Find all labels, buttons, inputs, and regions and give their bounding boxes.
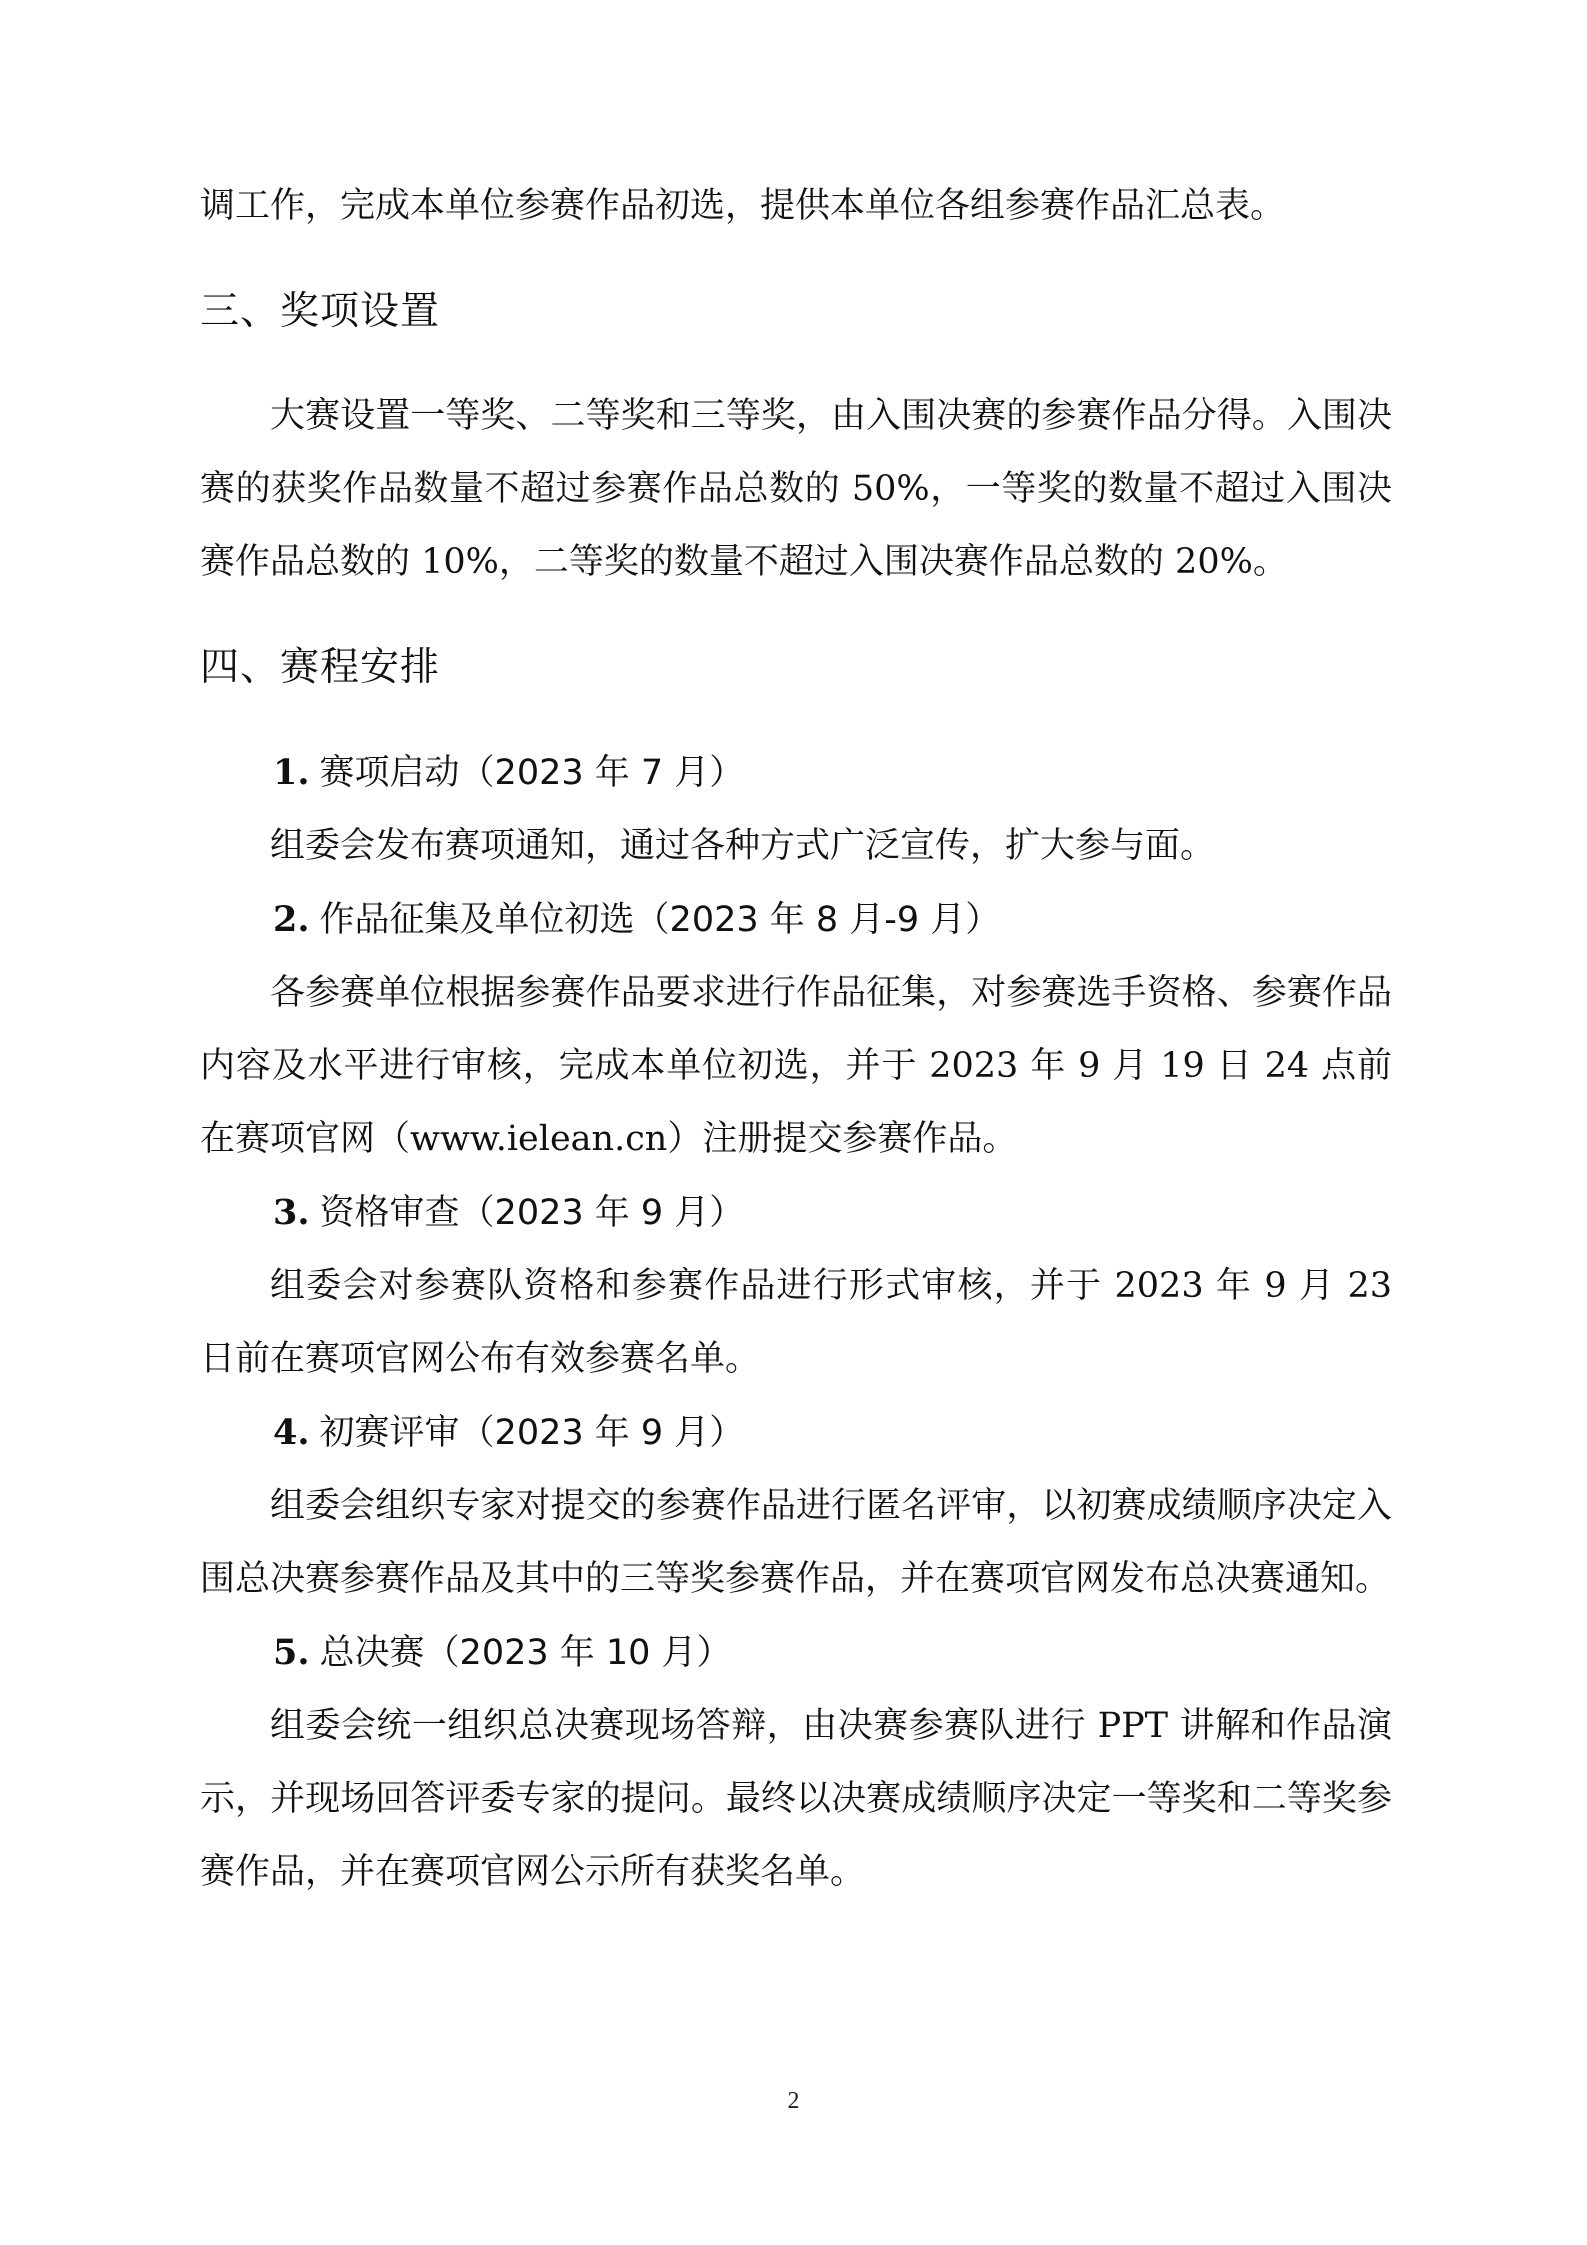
schedule-item-title [200, 1176, 1392, 1250]
schedule-item-heading: 初赛评审（2023 年 9 月） [319, 1413, 745, 1453]
schedule-item-number: 4. [273, 1412, 310, 1453]
section-3-heading: 三、奖项设置 [200, 289, 441, 334]
schedule-item-heading: 资格审查（2023 年 9 月） [319, 1193, 745, 1233]
schedule-item-number: 3. [273, 1192, 310, 1233]
schedule-item-title [200, 883, 1392, 957]
schedule-item-2 [200, 883, 1392, 1176]
section-4-heading: 四、赛程安排 [200, 645, 441, 690]
schedule-item-number: 1. [273, 752, 310, 793]
schedule-item-body: 组委会统一组织总决赛现场答辩，由决赛参赛队进行 PPT 讲解和作品演示，并现场回答评委专家的提问。最终以决赛成绩顺序决定一等奖和二等奖参赛作品，并在赛项官网公示所有获奖名单。 [200, 1706, 1392, 1892]
schedule-item-heading: 赛项启动（2023 年 7 月） [319, 753, 745, 793]
schedule-item-title [200, 736, 1392, 810]
document-page [200, 170, 1392, 1909]
schedule-item-heading: 作品征集及单位初选（2023 年 8 月-9 月） [319, 900, 1001, 940]
schedule-item-heading: 总决赛（2023 年 10 月） [319, 1633, 732, 1673]
schedule-item-number: 2. [273, 899, 310, 940]
intro-line: 调工作，完成本单位参赛作品初选，提供本单位各组参赛作品汇总表。 [200, 186, 1286, 226]
schedule-item-body: 组委会对参赛队资格和参赛作品进行形式审核，并于 2023 年 9 月 23 日前在赛项官网公布有效参赛名单。 [200, 1266, 1392, 1379]
page-number: 2 [787, 2088, 800, 2114]
schedule-item-body: 组委会组织专家对提交的参赛作品进行匿名评审，以初赛成绩顺序决定入围总决赛参赛作品及其中的三等奖参赛作品，并在赛项官网发布总决赛通知。 [200, 1486, 1392, 1599]
schedule-item-title [200, 1616, 1392, 1690]
schedule-item-number: 5. [273, 1632, 310, 1673]
schedule-item-title [200, 1396, 1392, 1470]
schedule-item-body: 组委会发布赛项通知，通过各种方式广泛宣传，扩大参与面。 [270, 826, 1216, 866]
schedule-item-4 [200, 1396, 1392, 1616]
schedule-item-5 [200, 1616, 1392, 1909]
section-3-body: 大赛设置一等奖、二等奖和三等奖，由入围决赛的参赛作品分得。入围决赛的获奖作品数量不超过参赛作品总数的 50%，一等奖的数量不超过入围决赛作品总数的 10%，二等奖的数量不超过入围决赛作品总数的 20%。 [200, 396, 1392, 582]
schedule-item-1 [200, 736, 1392, 883]
schedule-item-3 [200, 1176, 1392, 1396]
schedule-item-body: 各参赛单位根据参赛作品要求进行作品征集，对参赛选手资格、参赛作品内容及水平进行审核，完成本单位初选，并于 2023 年 9 月 19 日 24 点前在赛项官网（www.ielean.cn）注册提交参赛作品。 [200, 973, 1392, 1159]
